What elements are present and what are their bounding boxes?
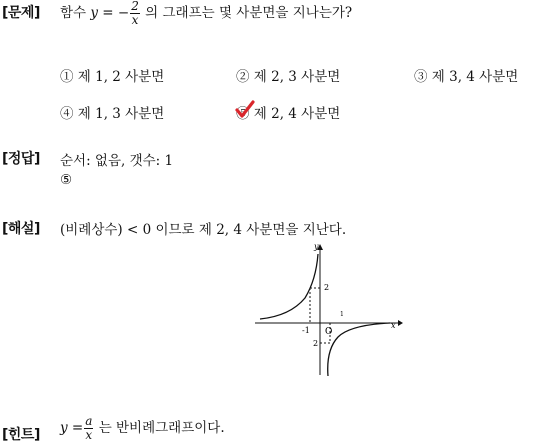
explanation-text: (비례상수) < 0 이므로 제 2, 4 사분면을 지난다. [60,222,347,238]
hint-text [60,415,225,442]
hyperbola-graph [250,240,405,380]
option-1-number: ① [60,69,74,85]
answer-line-2: ⑤ [60,172,73,188]
hint-lhs: y = [60,420,84,437]
tick-label-y-neg2: 2 [313,339,319,348]
explanation-tag: [해설] [2,221,40,237]
answer-tag: [정답] [2,151,40,167]
function-lhs: y = − [90,5,130,22]
option-5-label: 제 2, 4 사분면 [253,106,341,122]
hint-tag: [힌트] [2,427,40,443]
origin-label: O [325,327,333,337]
fraction-denominator: x [131,13,139,28]
fraction-numerator: 2 [131,0,139,13]
hint-numerator: a [85,414,93,428]
option-5-number: ⑤ [236,106,250,122]
hint-description: 는 반비례그래프이다. [98,420,225,437]
option-2-label: 제 2, 3 사분면 [253,69,341,85]
option-3-number: ③ [414,69,428,85]
hyperbola-branch-upper-left [260,254,318,319]
function-fraction [130,0,140,27]
option-3[interactable] [414,65,518,85]
option-1-label: 제 1, 2 사분면 [77,69,165,85]
y-axis-label: y [314,242,319,251]
hyperbola-branch-lower-right [328,323,390,376]
tick-label-y-2: 2 [324,283,330,292]
hint-denominator: x [85,428,93,443]
answer-line-1: 순서: 없음, 갯수: 1 [60,153,174,169]
option-2[interactable] [236,65,340,85]
option-4-number: ④ [60,106,74,122]
option-1[interactable] [60,65,164,85]
problem-tag: [문제] [2,5,40,21]
checkmark-icon [234,99,256,119]
tick-label-x-neg1: -1 [302,326,310,335]
option-2-number: ② [236,69,250,85]
x-axis-label: x [391,321,396,330]
problem-statement [60,0,352,27]
problem-text-after: 의 그래프는 몇 사분면을 지나는가? [145,5,353,22]
option-3-label: 제 3, 4 사분면 [431,69,519,85]
tick-label-x-1: 1 [340,311,344,318]
problem-text-before: 함수 [60,5,87,22]
x-axis-arrow [398,320,403,326]
hint-fraction [84,415,93,442]
option-4[interactable] [60,102,164,122]
option-4-label: 제 1, 3 사분면 [77,106,165,122]
